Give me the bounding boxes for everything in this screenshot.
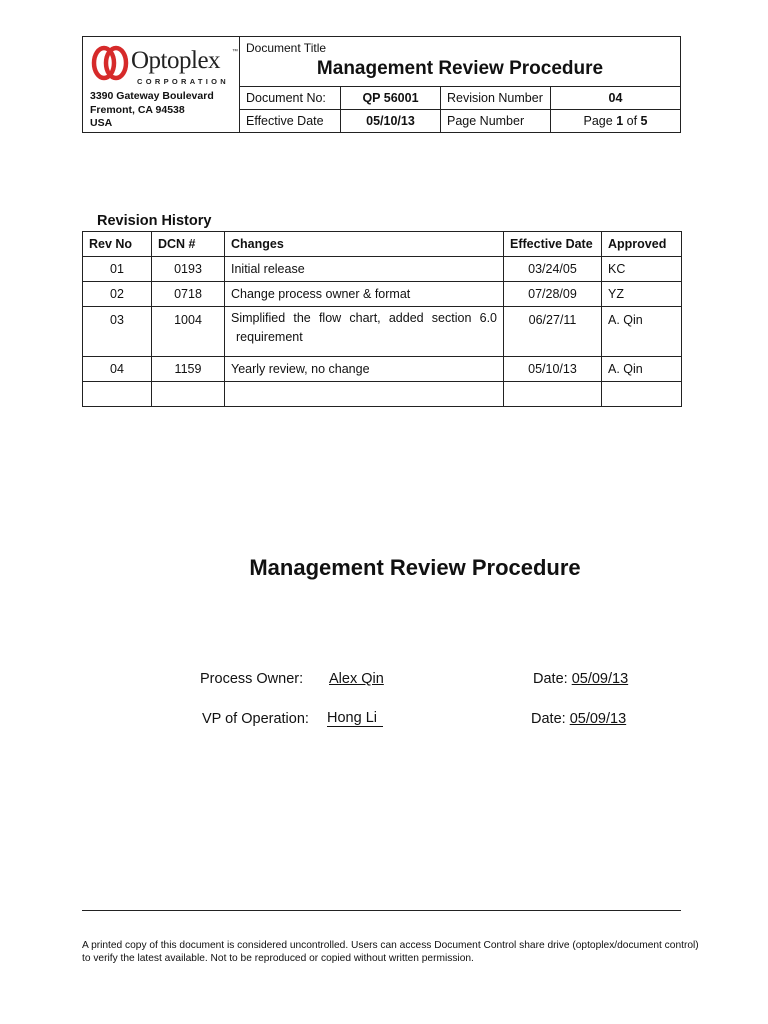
- vp-operation-name: Hong Li: [327, 711, 383, 727]
- col-approved: Approved: [602, 232, 682, 257]
- process-owner-name: Alex Qin: [329, 671, 384, 687]
- table-row-empty: [83, 382, 682, 407]
- col-rev-no: Rev No: [83, 232, 152, 257]
- revision-history-table: [82, 231, 682, 407]
- logo-mark-icon: [91, 45, 131, 85]
- document-header: [82, 36, 681, 133]
- table-row: 04 1159 Yearly review, no change 05/10/13 A. Qin: [83, 357, 682, 382]
- address-line-2: Fremont, CA 94538: [90, 103, 185, 116]
- table-header-row: [83, 232, 682, 257]
- logo-wordmark: Optoplex: [131, 47, 221, 74]
- company-address: [90, 90, 214, 131]
- process-owner-date: Date: 05/09/13: [533, 671, 629, 687]
- address-line-3: USA: [90, 117, 113, 129]
- revision-number-value: 04: [551, 87, 681, 110]
- col-effective-date: Effective Date: [504, 232, 602, 257]
- revision-number-label: Revision Number: [441, 87, 551, 110]
- table-row: 02 0718 Change process owner & format 07/28/09 YZ: [83, 282, 682, 307]
- vp-operation-label: VP of Operation:: [202, 711, 309, 727]
- document-no-label: Document No:: [240, 87, 341, 110]
- document-title-label: Document Title: [246, 41, 327, 55]
- effective-date-label: Effective Date: [240, 110, 341, 133]
- effective-date-value: 05/10/13: [341, 110, 441, 133]
- footer-divider: [82, 910, 681, 911]
- footer-line-2: to verify the latest available. Not to be reproduced or copied without written permission.: [82, 953, 474, 964]
- address-line-1: 3390 Gateway Boulevard: [90, 90, 214, 102]
- col-changes: Changes: [225, 232, 504, 257]
- logo-corporation: CORPORATION: [137, 77, 229, 86]
- document-no-value: QP 56001: [341, 87, 441, 110]
- footer-line-1: A printed copy of this document is considered uncontrolled. Users can access Document Control share drive (optoplex/document control): [82, 940, 699, 951]
- document-title: Management Review Procedure: [316, 58, 604, 79]
- page-number-value: Page 1 of 5: [551, 110, 681, 133]
- vp-operation-date: Date: 05/09/13: [531, 711, 627, 727]
- col-dcn: DCN #: [152, 232, 225, 257]
- optoplex-logo: [91, 43, 241, 89]
- main-title: Management Review Procedure: [249, 555, 581, 580]
- revision-history-title: Revision History: [97, 213, 212, 229]
- footer-disclaimer: [82, 939, 702, 965]
- logo-trademark: ™: [232, 49, 238, 55]
- page-number-label: Page Number: [441, 110, 551, 133]
- document-title-cell: [240, 37, 681, 87]
- table-row: 03 1004 Simplified the flow chart, added section 6.0 requirement 06/27/11 A. Qin: [83, 307, 682, 357]
- process-owner-label: Process Owner:: [200, 671, 304, 687]
- logo-address-cell: [83, 37, 240, 133]
- table-row: 01 0193 Initial release 03/24/05 KC: [83, 257, 682, 282]
